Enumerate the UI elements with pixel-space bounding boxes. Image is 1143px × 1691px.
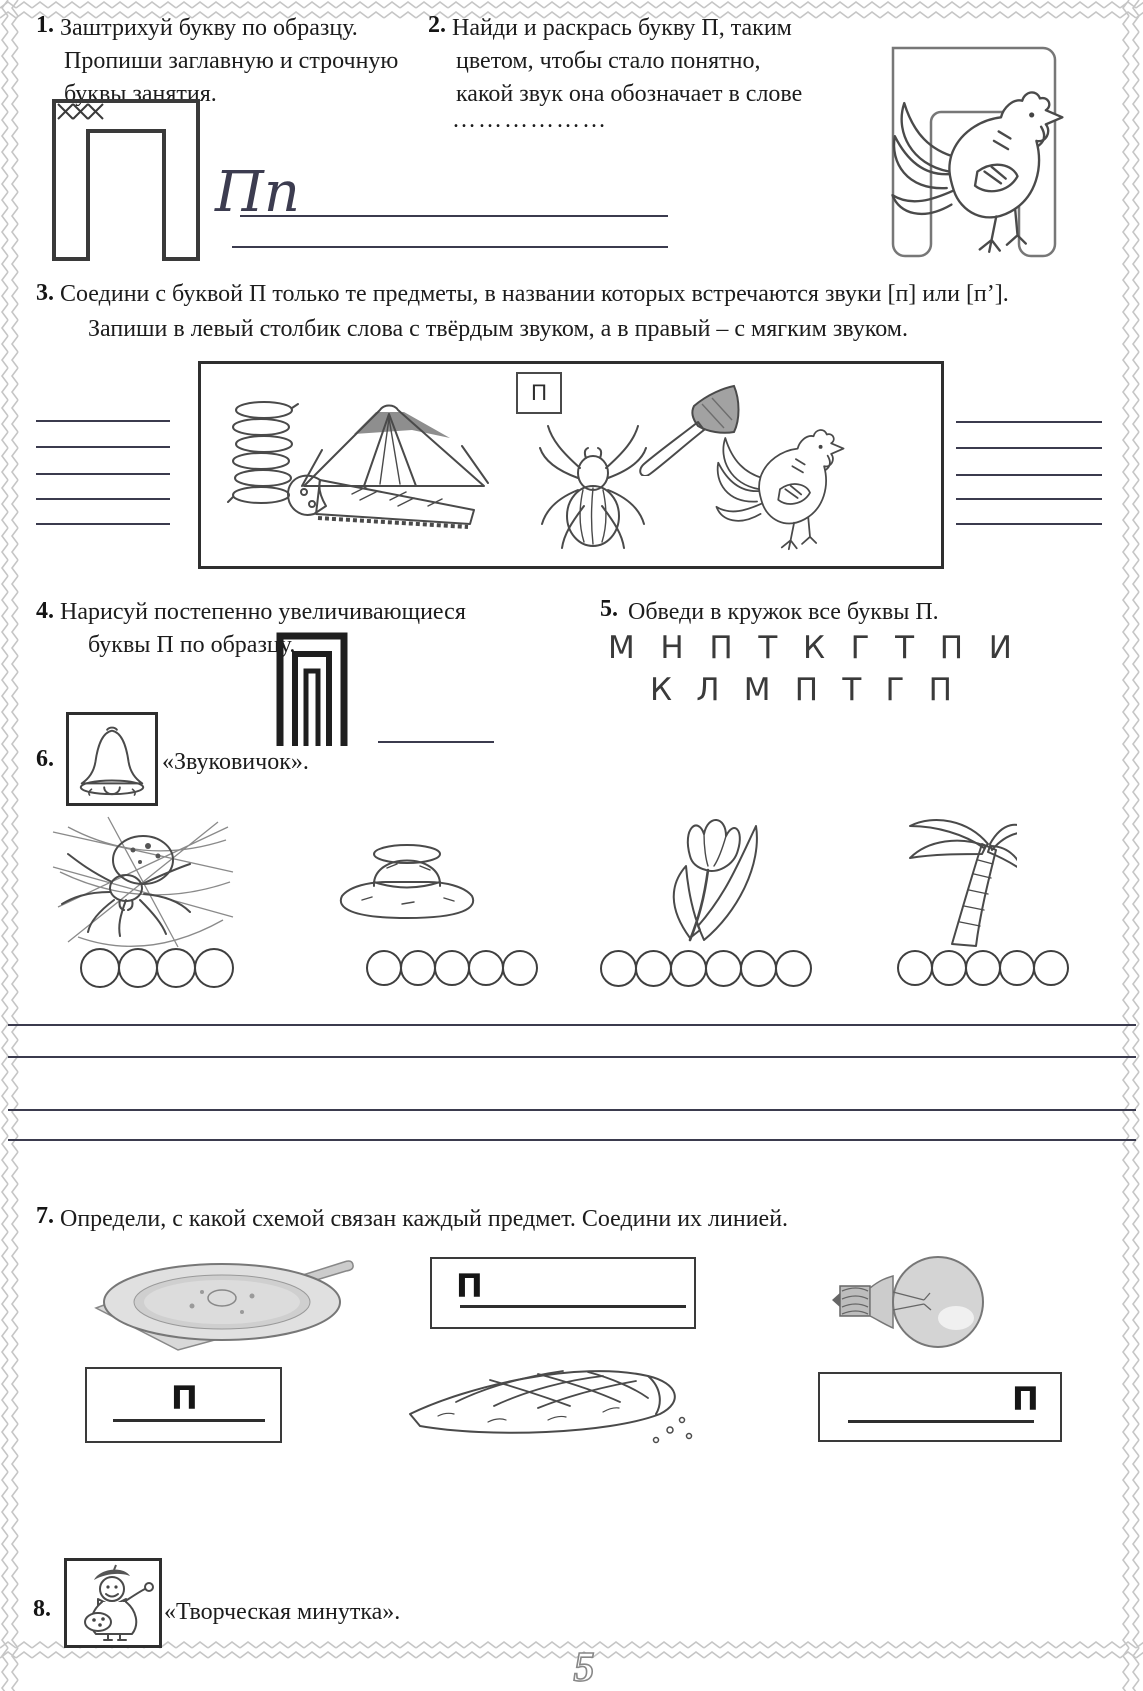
letter-p-badge	[516, 372, 562, 414]
palm-tree-picture	[872, 810, 1017, 950]
spider-on-web-picture	[48, 812, 238, 952]
task3-text-line2: Запиши в левый столбик слова с твёрдым звуком, а в правый – с мягким звуком.	[88, 316, 908, 342]
sound-circles-palm	[897, 950, 1067, 986]
left-column-line	[36, 446, 170, 448]
task2-text-line2: цветом, чтобы стало понятно,	[456, 48, 761, 74]
task5-text: Обведи в кружок все буквы П.	[628, 599, 939, 625]
painter-gnome-icon-box	[64, 1558, 162, 1648]
writing-line	[232, 246, 668, 248]
letter: Г	[885, 672, 905, 708]
bell-icon-box	[66, 712, 158, 806]
task8-number: 8.	[33, 1596, 51, 1622]
writing-line-short	[378, 741, 494, 743]
schema-letter-p: П	[1012, 1380, 1038, 1418]
task4-text-line1: Нарисуй постепенно увеличивающиеся	[60, 599, 466, 625]
task5-number: 5.	[600, 596, 618, 622]
writing-line-full	[8, 1056, 1136, 1058]
task1-number: 1.	[36, 12, 54, 38]
border-zigzag-right	[1121, 0, 1143, 1691]
writing-line-full	[8, 1109, 1136, 1111]
task4-text-line2: буквы П по образцу.	[88, 632, 296, 658]
task2-text-line3: какой звук она обозначает в слове	[456, 81, 803, 107]
border-zigzag-left	[0, 0, 22, 1691]
pie-picture	[398, 1346, 698, 1451]
right-column-line	[956, 474, 1102, 476]
task7-text: Определи, с какой схемой связан каждый предмет. Соедини их линией.	[60, 1206, 789, 1232]
schema-letter-p: П	[456, 1267, 482, 1305]
right-column-line	[956, 498, 1102, 500]
sound-circles-tulip	[600, 950, 810, 987]
saw-icon	[282, 452, 480, 538]
letter: Т	[895, 630, 915, 666]
schema-sound-in-middle	[85, 1367, 282, 1443]
letter: Н	[660, 630, 684, 666]
right-column-line	[956, 421, 1102, 423]
task8-label: «Творческая минутка».	[164, 1599, 401, 1625]
task2-dotted-blank: ………………	[452, 107, 608, 133]
letter: И	[988, 630, 1012, 666]
task1-text-line1: Заштрихуй букву по образцу.	[60, 15, 358, 41]
letter: М	[743, 672, 771, 708]
letter-p-badge-text: П	[531, 380, 547, 405]
task1-text-line2: Пропиши заглавную и строчную	[64, 48, 399, 74]
task3-text-line1: Соедини с буквой П только те предметы, в названии которых встречаются звуки [п] или [п’].	[60, 281, 1009, 307]
light-bulb-picture	[826, 1250, 996, 1350]
letter: П	[928, 672, 952, 708]
letter: Т	[842, 672, 862, 708]
page-number-text: 5	[573, 1645, 595, 1691]
task6-number: 6.	[36, 746, 54, 772]
task4-number: 4.	[36, 598, 54, 624]
task1-text-line3: буквы занятия.	[64, 81, 217, 107]
letter: Г	[850, 630, 870, 666]
schema-line	[848, 1420, 1034, 1423]
letter: Т	[758, 630, 778, 666]
letter: К	[650, 672, 673, 708]
right-column-line	[956, 447, 1102, 449]
letter-row-2	[650, 672, 952, 708]
left-column-line	[36, 523, 170, 525]
left-column-line	[36, 498, 170, 500]
right-column-line	[956, 523, 1102, 525]
hatched-letter-p-icon	[50, 95, 202, 263]
tulip-picture	[638, 808, 768, 948]
sound-circles-spider	[80, 948, 232, 988]
hat-picture	[332, 830, 482, 925]
task7-number: 7.	[36, 1203, 54, 1229]
writing-line-full	[8, 1139, 1136, 1141]
letter-row-1	[608, 630, 1012, 666]
letter: М	[608, 630, 635, 666]
letter: П	[709, 630, 733, 666]
task3-number: 3.	[36, 280, 54, 306]
schema-letter-p: П	[171, 1379, 197, 1417]
left-column-line	[36, 420, 170, 422]
rooster-in-letter-p-frame-icon	[845, 18, 1080, 268]
letter: Л	[696, 672, 720, 708]
cursive-sample-letters: Пп	[215, 160, 300, 225]
writing-line	[240, 215, 668, 217]
task2-number: 2.	[428, 12, 446, 38]
letter: П	[939, 630, 964, 666]
schema-line	[113, 1419, 265, 1422]
schema-line	[460, 1305, 686, 1308]
plate-of-soup-picture	[82, 1250, 357, 1355]
letter: П	[794, 672, 819, 708]
painter-gnome-icon	[72, 1564, 154, 1642]
rooster-small-icon	[706, 408, 854, 558]
schema-sound-at-end	[818, 1372, 1062, 1442]
left-column-line	[36, 473, 170, 475]
letter: К	[802, 630, 825, 666]
task2-text-line1: Найди и раскрась букву П, таким	[452, 15, 792, 41]
sound-circles-hat	[366, 950, 536, 986]
schema-sound-at-start	[430, 1257, 696, 1329]
task6-label: «Звуковичок».	[162, 749, 309, 775]
nested-letters-p-icon	[272, 626, 352, 746]
writing-line-full	[8, 1024, 1136, 1026]
page-number	[552, 1645, 616, 1691]
bell-icon	[72, 719, 152, 799]
